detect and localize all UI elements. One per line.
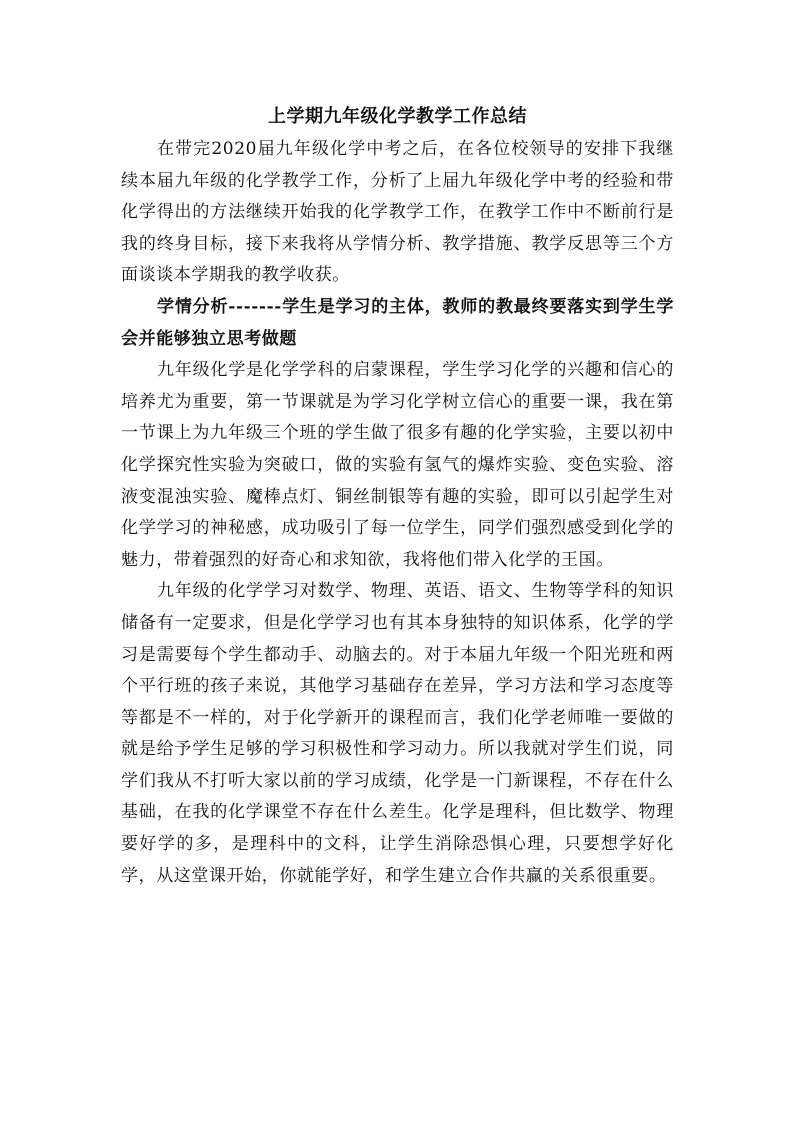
document-page <box>121 102 674 892</box>
section-heading-analysis: 学情分析-------学生是学习的主体，教师的教最终要落实到学生学会并能够独立思考做题 <box>121 296 674 349</box>
paragraph-intro: 在带完2020届九年级化学中考之后，在各位校领导的安排下我继续本届九年级的化学教学工作，分析了上届九年级化学中考的经验和带化学得出的方法继续开始我的化学教学工作，在教学工作中不断前行是我的终身目标，接下来我将从学情分析、教学措施、教学反思等三个方面谈谈本学期我的教学收获。 <box>121 139 674 286</box>
paragraph-first-lesson: 九年级化学是化学学科的启蒙课程，学生学习化学的兴趣和信心的培养尤为重要，第一节课就是为学习化学树立信心的重要一课，我在第一节课上为九年级三个班的学生做了很多有趣的化学实验，主要以初中化学探究性实验为突破口，做的实验有氢气的爆炸实验、变色实验、溶液变混浊实验、魔棒点灯、铜丝制银等有趣的实验，即可以引起学生对化学学习的神秘感，成功吸引了每一位学生，同学们强烈感受到化学的魅力，带着强烈的好奇心和求知欲，我将他们带入化学的王国。 <box>121 360 674 570</box>
document-title: 上学期九年级化学教学工作总结 <box>268 106 527 127</box>
paragraph-learning-basis: 九年级的化学学习对数学、物理、英语、语文、生物等学科的知识储备有一定要求，但是化学学习也有其本身独特的知识体系，化学的学习是需要每个学生都动手、动脑去的。对于本届九年级一个阳光班和两个平行班的孩子来说，其他学习基础存在差异，学习方法和学习态度等等都是不一样的，对于化学新开的课程而言，我们化学老师唯一要做的就是给予学生足够的学习积极性和学习动力。所以我就对学生们说，同学们我从不打听大家以前的学习成绩，化学是一门新课程，不存在什么基础，在我的化学课堂不存在什么差生。化学是理科，但比数学、物理要好学的多，是理科中的文科，让学生消除恐惧心理，只要想学好化学，从这堂课开始，你就能学好，和学生建立合作共赢的关系很重要。 <box>121 581 674 886</box>
